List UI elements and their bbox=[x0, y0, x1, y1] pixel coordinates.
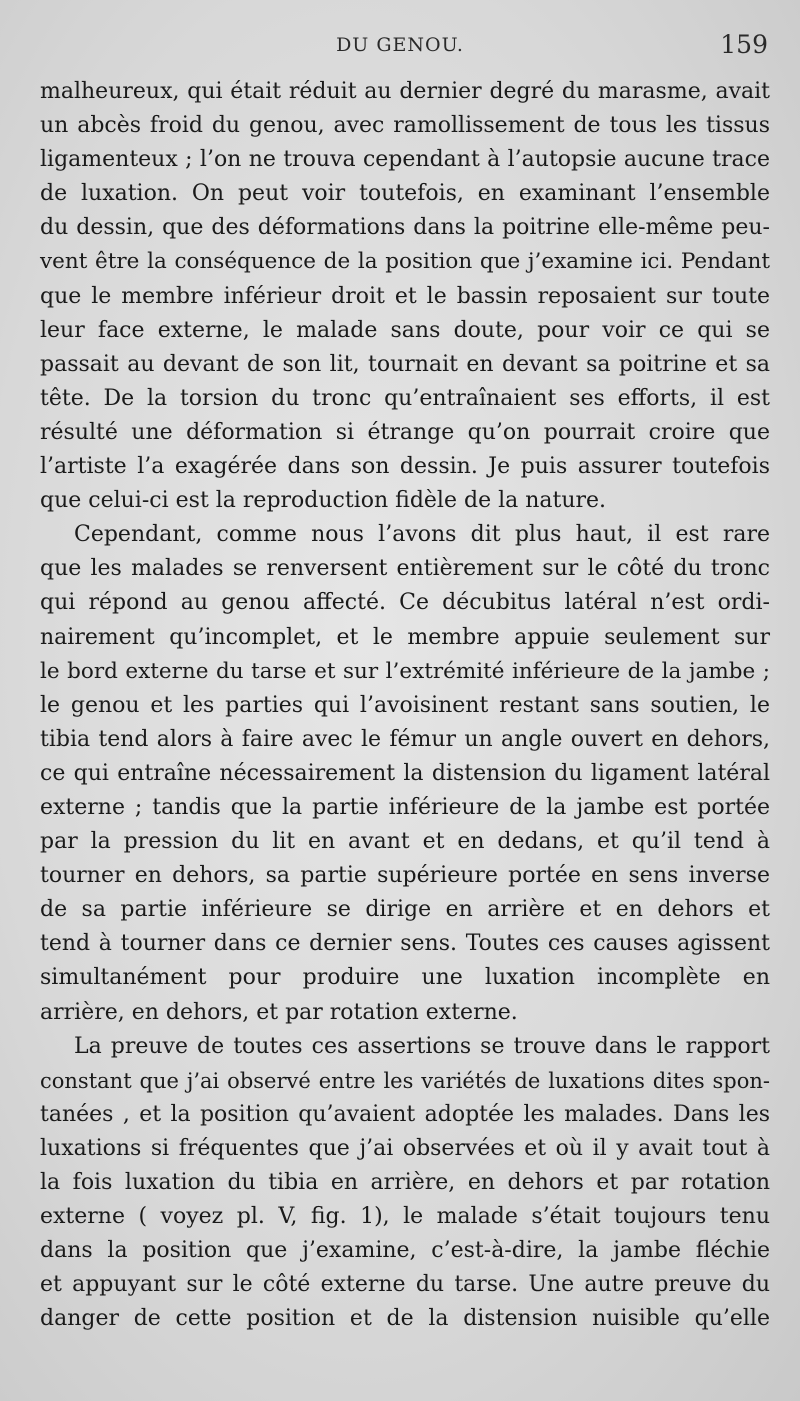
paragraph-1 bbox=[40, 75, 770, 518]
running-header: DU GENOU. bbox=[336, 34, 464, 56]
text-line: leur face externe, le malade sans doute, pour voir ce qui se bbox=[40, 317, 770, 343]
text-line: de sa partie inférieure se dirige en arrière et en dehors et bbox=[40, 897, 770, 923]
text-line: arrière, en dehors, et par rotation externe. bbox=[40, 999, 518, 1025]
text-line: ligamenteux ; l’on ne trouva cependant à l’autopsie aucune trace bbox=[40, 147, 770, 173]
text-line: La preuve de toutes ces assertions se trouve dans le rapport bbox=[74, 1033, 770, 1059]
text-line: l’artiste l’a exagérée dans son dessin. Je puis assurer toutefois bbox=[40, 454, 770, 480]
text-line: la fois luxation du tibia en arrière, en dehors et par rotation bbox=[40, 1170, 770, 1195]
text-line: tourner en dehors, sa partie supérieure portée en sens inverse bbox=[40, 863, 770, 889]
text-line: malheureux, qui était réduit au dernier degré du marasme, avait bbox=[40, 79, 770, 104]
text-line: externe ( voyez pl. V, fig. 1), le malade s’était toujours tenu bbox=[40, 1204, 770, 1230]
text-line: qui répond au genou affecté. Ce décubitus latéral n’est ordi- bbox=[40, 590, 770, 616]
text-line: que le membre inférieur droit et le bassin reposaient sur toute bbox=[40, 283, 770, 309]
text-line: vent être la conséquence de la position que j’examine ici. Pendant bbox=[40, 249, 770, 275]
text-line: dans la position que j’examine, c’est-à-dire, la jambe fléchie bbox=[40, 1238, 770, 1264]
text-line: par la pression du lit en avant et en dedans, et qu’il tend à bbox=[40, 829, 770, 855]
text-line: luxations si fréquentes que j’ai observées et où il y avait tout à bbox=[40, 1135, 770, 1161]
text-line: externe ; tandis que la partie inférieure de la jambe est portée bbox=[40, 794, 770, 820]
text-line: constant que j’ai observé entre les variétés de luxations dites spon- bbox=[40, 1068, 770, 1093]
text-line: Cependant, comme nous l’avons dit plus haut, il est rare bbox=[74, 522, 770, 548]
text-line: du dessin, que des déformations dans la poitrine elle-même peu- bbox=[40, 215, 770, 241]
text-line: danger de cette position et de la distension nuisible qu’elle bbox=[40, 1306, 770, 1332]
text-line: tête. De la torsion du tronc qu’entraînaient ses efforts, il est bbox=[40, 385, 770, 411]
text-line: que les malades se renversent entièrement sur le côté du tronc bbox=[40, 556, 770, 582]
text-line: tibia tend alors à faire avec le fémur un angle ouvert en dehors, bbox=[40, 726, 770, 752]
text-line: de luxation. On peut voir toutefois, en examinant l’ensemble bbox=[40, 181, 770, 207]
text-line: simultanément pour produire une luxation incomplète en bbox=[40, 965, 770, 991]
text-line: que celui-ci est la reproduction fidèle de la nature. bbox=[40, 488, 607, 514]
text-line: résulté une déformation si étrange qu’on pourrait croire que bbox=[40, 419, 770, 445]
text-line: un abcès froid du genou, avec ramollissement de tous les tissus bbox=[40, 113, 770, 139]
paragraph-3 bbox=[40, 1030, 770, 1337]
text-line: nairement qu’incomplet, et le membre appuie seulement sur bbox=[40, 624, 770, 650]
text-line: le genou et les parties qui l’avoisinent restant sans soutien, le bbox=[40, 692, 770, 718]
text-line: ce qui entraîne nécessairement la distension du ligament latéral bbox=[40, 760, 770, 786]
text-line: passait au devant de son lit, tournait en devant sa poitrine et sa bbox=[40, 351, 770, 377]
text-line: et appuyant sur le côté externe du tarse. Une autre preuve du bbox=[40, 1272, 770, 1298]
body-text bbox=[40, 75, 770, 1336]
text-line: tend à tourner dans ce dernier sens. Toutes ces causes agissent bbox=[40, 931, 770, 957]
page-number: 159 bbox=[720, 30, 768, 59]
paragraph-2 bbox=[40, 518, 770, 1029]
text-line: le bord externe du tarse et sur l’extrémité inférieure de la jambe ; bbox=[40, 658, 770, 684]
text-line: tanées , et la position qu’avaient adoptée les malades. Dans les bbox=[40, 1101, 770, 1127]
